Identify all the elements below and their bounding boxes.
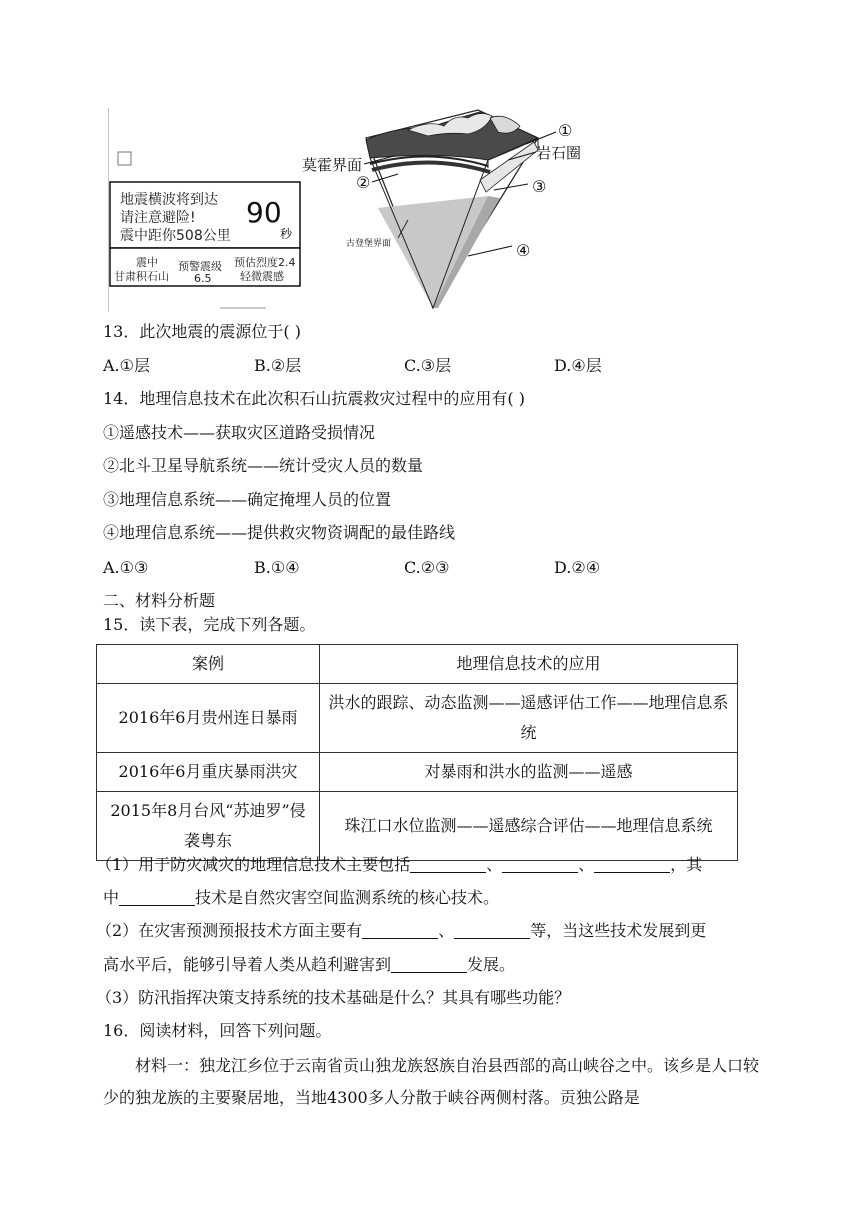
q14-stem: 14．地理信息技术在此次积石山抗震救灾过程中的应用有( ) (103, 389, 525, 408)
mark-3: ③ (532, 177, 547, 196)
answer-blank[interactable] (594, 856, 670, 873)
q15-table (96, 644, 738, 861)
mark-4: ④ (516, 241, 531, 260)
alert-line-3: 震中距你508公里 (120, 228, 231, 244)
q15-sub1-line2: 中 技术是自然灾害空间监测系统的核心技术。 (103, 888, 500, 907)
gutenberg-label: 古登堡界面 (346, 239, 392, 249)
q14-item-2: ②北斗卫星导航系统——统计受灾人员的数量 (103, 456, 424, 475)
table-cell-application: 对暴雨和洪水的监测——遥感 (320, 753, 738, 792)
q13-option-c[interactable]: C.③层 (404, 356, 452, 375)
q13-stem: 13．此次地震的震源位于( ) (103, 322, 301, 341)
q14-item-1: ①遥感技术——获取灾区道路受损情况 (103, 423, 376, 442)
section-2-heading: 二、材料分析题 (103, 591, 216, 610)
q14-option-b[interactable]: B.①④ (254, 558, 300, 577)
intensity-value: 轻微震感 (240, 270, 284, 283)
q16-material-1: 材料一：独龙江乡位于云南省贡山独龙族怒族自治县西部的高山峡谷之中。该乡是人口较少的独龙族的主要聚居地，当地4300多人分散于峡谷两侧村落。贡独公路是 (103, 1056, 760, 1107)
table-cell-application: 珠江口水位监测——遥感综合评估——地理信息系统 (320, 792, 738, 861)
q15-sub3: （3）防汛指挥决策支持系统的技术基础是什么？其具有哪些功能？ (96, 988, 571, 1007)
intensity-label: 预估烈度2.4 (234, 256, 296, 269)
answer-blank[interactable] (502, 856, 578, 873)
table-row (97, 684, 738, 753)
table-header-application: 地理信息技术的应用 (320, 645, 738, 684)
table-cell-case: 2016年6月重庆暴雨洪灾 (97, 753, 320, 792)
epicenter-value: 甘肃积石山 (114, 270, 169, 283)
answer-blank[interactable] (391, 956, 467, 973)
answer-blank[interactable] (454, 922, 530, 939)
answer-blank[interactable] (410, 856, 486, 873)
magnitude-value: 6.5 (194, 272, 212, 285)
table-row (97, 792, 738, 861)
q14-option-c[interactable]: C.②③ (404, 558, 450, 577)
answer-blank[interactable] (119, 889, 195, 906)
table-header-case: 案例 (97, 645, 320, 684)
q15-sub2-line1: （2）在灾害预测预报技术方面主要有 、 等，当这些技术发展到更 (96, 921, 707, 940)
q13-option-d[interactable]: D.④层 (554, 356, 602, 375)
table-cell-case: 2015年8月台风“苏迪罗”侵袭粤东 (97, 792, 320, 861)
q14-option-a[interactable]: A.①③ (103, 558, 149, 577)
mark-1: ① (558, 121, 573, 140)
q14-item-3: ③地理信息系统——确定掩埋人员的位置 (103, 490, 392, 509)
q14-option-d[interactable]: D.②④ (554, 558, 601, 577)
alert-line-1: 地震横波将到达 (120, 192, 218, 208)
answer-blank[interactable] (362, 922, 438, 939)
countdown-number: 90 (246, 196, 282, 229)
magnitude-label: 预警震级 (178, 260, 222, 273)
q15-stem: 15．读下表，完成下列各题。 (103, 615, 316, 634)
table-cell-application: 洪水的跟踪、动态监测——遥感评估工作——地理信息系统 (320, 684, 738, 753)
lithosphere-label: 岩石圈 (536, 144, 582, 162)
mark-2: ② (356, 173, 371, 192)
alert-line-2: 请注意避险! (120, 210, 196, 226)
table-cell-case: 2016年6月贵州连日暴雨 (97, 684, 320, 753)
q15-sub1-line1: （1）用于防灾减灾的地理信息技术主要包括 、 、 ，其 (96, 855, 703, 874)
earthquake-figure (108, 108, 582, 312)
q16-stem: 16．阅读材料，回答下列问题。 (103, 1021, 332, 1040)
q15-sub2-line2: 高水平后，能够引导着人类从趋利避害到 发展。 (103, 955, 516, 974)
q13-option-b[interactable]: B.②层 (254, 356, 302, 375)
moho-label: 莫霍界面 (302, 156, 363, 174)
q14-item-4: ④地理信息系统——提供救灾物资调配的最佳路线 (103, 523, 456, 542)
earthquake-alert-panel (110, 182, 300, 286)
epicenter-label: 震中 (136, 256, 158, 269)
table-row (97, 753, 738, 792)
q13-option-a[interactable]: A.①层 (103, 356, 150, 375)
countdown-unit: 秒 (280, 227, 293, 241)
